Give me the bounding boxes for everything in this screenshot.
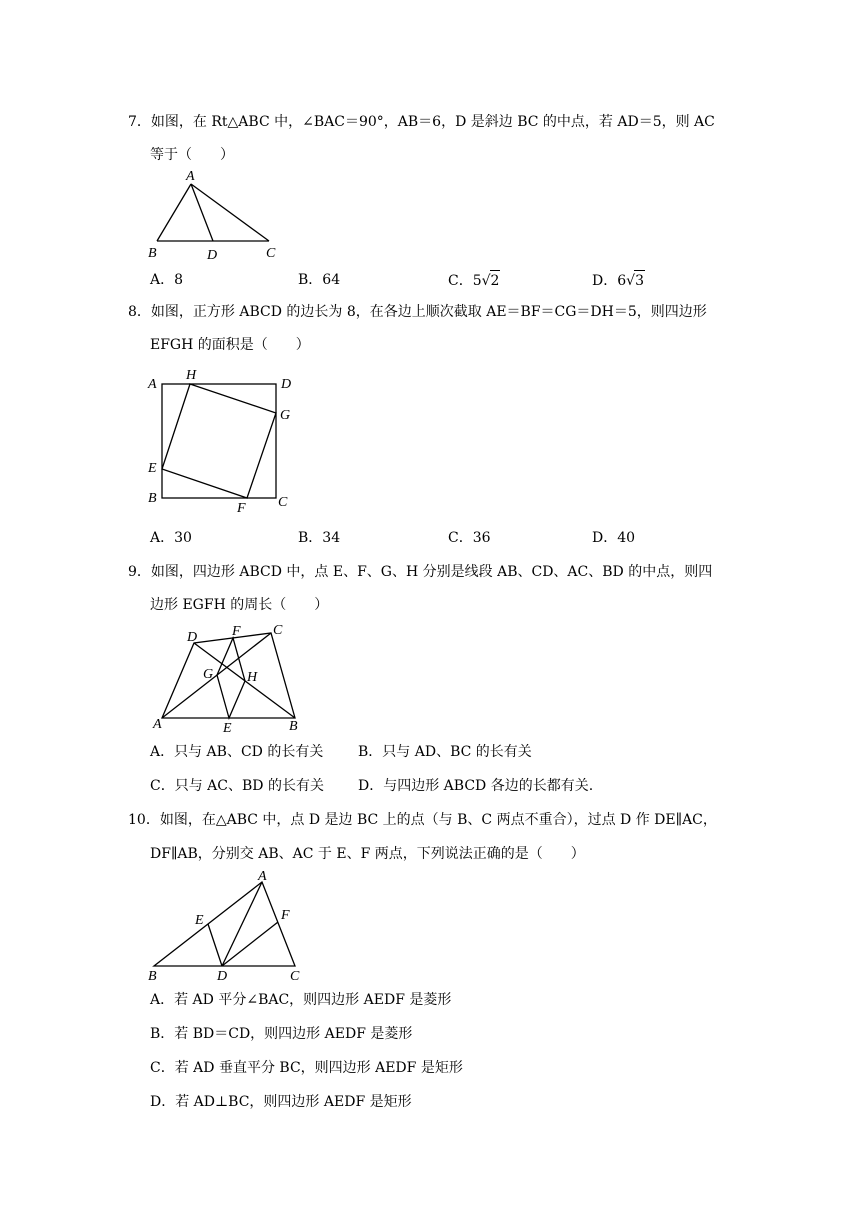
q7-label-a: A: [186, 169, 195, 184]
q7-option-d: [592, 270, 645, 291]
q9-figure: [140, 618, 310, 738]
q10-option-d: D．若 AD⊥BC，则四边形 AEDF 是矩形: [150, 1094, 412, 1110]
q7-stem-line2: 等于（ ）: [150, 147, 234, 163]
q7-option-c-radicand: 2: [490, 270, 501, 291]
q9-label-c: C: [273, 623, 283, 638]
q9-label-a: A: [153, 717, 162, 732]
q7-option-c-sqrt: √2: [482, 270, 501, 291]
q8-label-d: D: [281, 377, 292, 392]
q7-option-c-prefix: C．5: [448, 273, 482, 289]
q7-option-c: [448, 270, 500, 291]
q10-option-a: A．若 AD 平分∠BAC，则四边形 AEDF 是菱形: [150, 992, 452, 1008]
q9-label-b: B: [289, 719, 298, 734]
q10-label-b: B: [148, 969, 157, 984]
q9-stem-line1: 9．如图，四边形 ABCD 中，点 E、F、G、H 分别是线段 AB、CD、AC、BD 的中点，则四: [128, 564, 713, 580]
q8-option-a: A．30: [150, 530, 192, 546]
q10-segment-ad: [222, 882, 262, 966]
q7-label-c: C: [266, 246, 276, 261]
q7-option-d-radicand: 3: [634, 270, 645, 291]
q8-label-a: A: [148, 377, 157, 392]
q9-option-b: B．只与 AD、BC 的长有关: [358, 744, 532, 760]
q8-stem-line1: 8．如图，正方形 ABCD 的边长为 8，在各边上顺次截取 AE＝BF＝CG＝DH＝5，则四边形: [128, 304, 707, 320]
q9-label-d: D: [187, 630, 198, 645]
q10-label-a: A: [258, 869, 267, 884]
q10-stem-line1: 10．如图，在△ABC 中，点 D 是边 BC 上的点（与 B、C 两点不重合），过点 D 作 DE∥AC，: [128, 812, 717, 828]
q10-option-b: B．若 BD＝CD，则四边形 AEDF 是菱形: [150, 1026, 413, 1042]
q10-stem-line2: DF∥AB，分别交 AB、AC 于 E、F 两点，下列说法正确的是（ ）: [150, 846, 585, 862]
q8-label-b: B: [148, 491, 157, 506]
q9-label-f: F: [232, 624, 241, 639]
q8-stem-line2: EFGH 的面积是（ ）: [150, 337, 310, 353]
q8-square-abcd: [162, 384, 276, 498]
q8-figure: [140, 366, 310, 516]
q7-label-b: B: [148, 246, 157, 261]
q7-stem-line1: 7．如图，在 Rt△ABC 中，∠BAC＝90°，AB＝6，D 是斜边 BC 的中点，若 AD＝5，则 AC: [128, 114, 715, 130]
q9-label-h: H: [247, 670, 258, 685]
q8-option-c: C．36: [448, 530, 491, 546]
q10-label-d: D: [217, 969, 228, 984]
q7-figure: [140, 168, 290, 264]
q10-option-c: C．若 AD 垂直平分 BC，则四边形 AEDF 是矩形: [150, 1060, 463, 1076]
q10-segment-df: [222, 922, 278, 966]
q7-option-d-prefix: D．6: [592, 273, 627, 289]
q8-option-d: D．40: [592, 530, 636, 546]
q7-option-a: A．8: [150, 272, 184, 288]
q7-label-d: D: [207, 248, 218, 263]
q9-stem-line2: 边形 EGFH 的周长（ ）: [150, 597, 329, 613]
q10-label-e: E: [195, 913, 204, 928]
q9-option-c: C．只与 AC、BD 的长有关: [150, 778, 324, 794]
q10-triangle-abc: [154, 882, 295, 966]
q9-option-d: D．与四边形 ABCD 各边的长都有关.: [358, 778, 594, 794]
q7-segment-ac: [191, 184, 269, 241]
q8-label-e: E: [148, 461, 157, 476]
q9-label-e: E: [223, 721, 232, 736]
q9-option-a: A．只与 AB、CD 的长有关: [150, 744, 324, 760]
q8-label-h: H: [186, 368, 197, 383]
q8-label-g: G: [280, 408, 291, 423]
q8-label-f: F: [237, 501, 246, 516]
q8-quad-efgh: [162, 384, 276, 498]
q10-figure: [140, 866, 310, 986]
q10-label-c: C: [290, 969, 300, 984]
q8-option-b: B．34: [298, 530, 341, 546]
q7-option-b: B．64: [298, 272, 341, 288]
q7-option-d-sqrt: √3: [626, 270, 645, 291]
q9-label-g: G: [203, 667, 214, 682]
q8-label-c: C: [278, 495, 288, 510]
q9-quad-abcd: [162, 633, 295, 718]
q7-segment-ab: [157, 184, 191, 241]
q10-label-f: F: [281, 908, 290, 923]
q10-segment-de: [208, 924, 222, 966]
